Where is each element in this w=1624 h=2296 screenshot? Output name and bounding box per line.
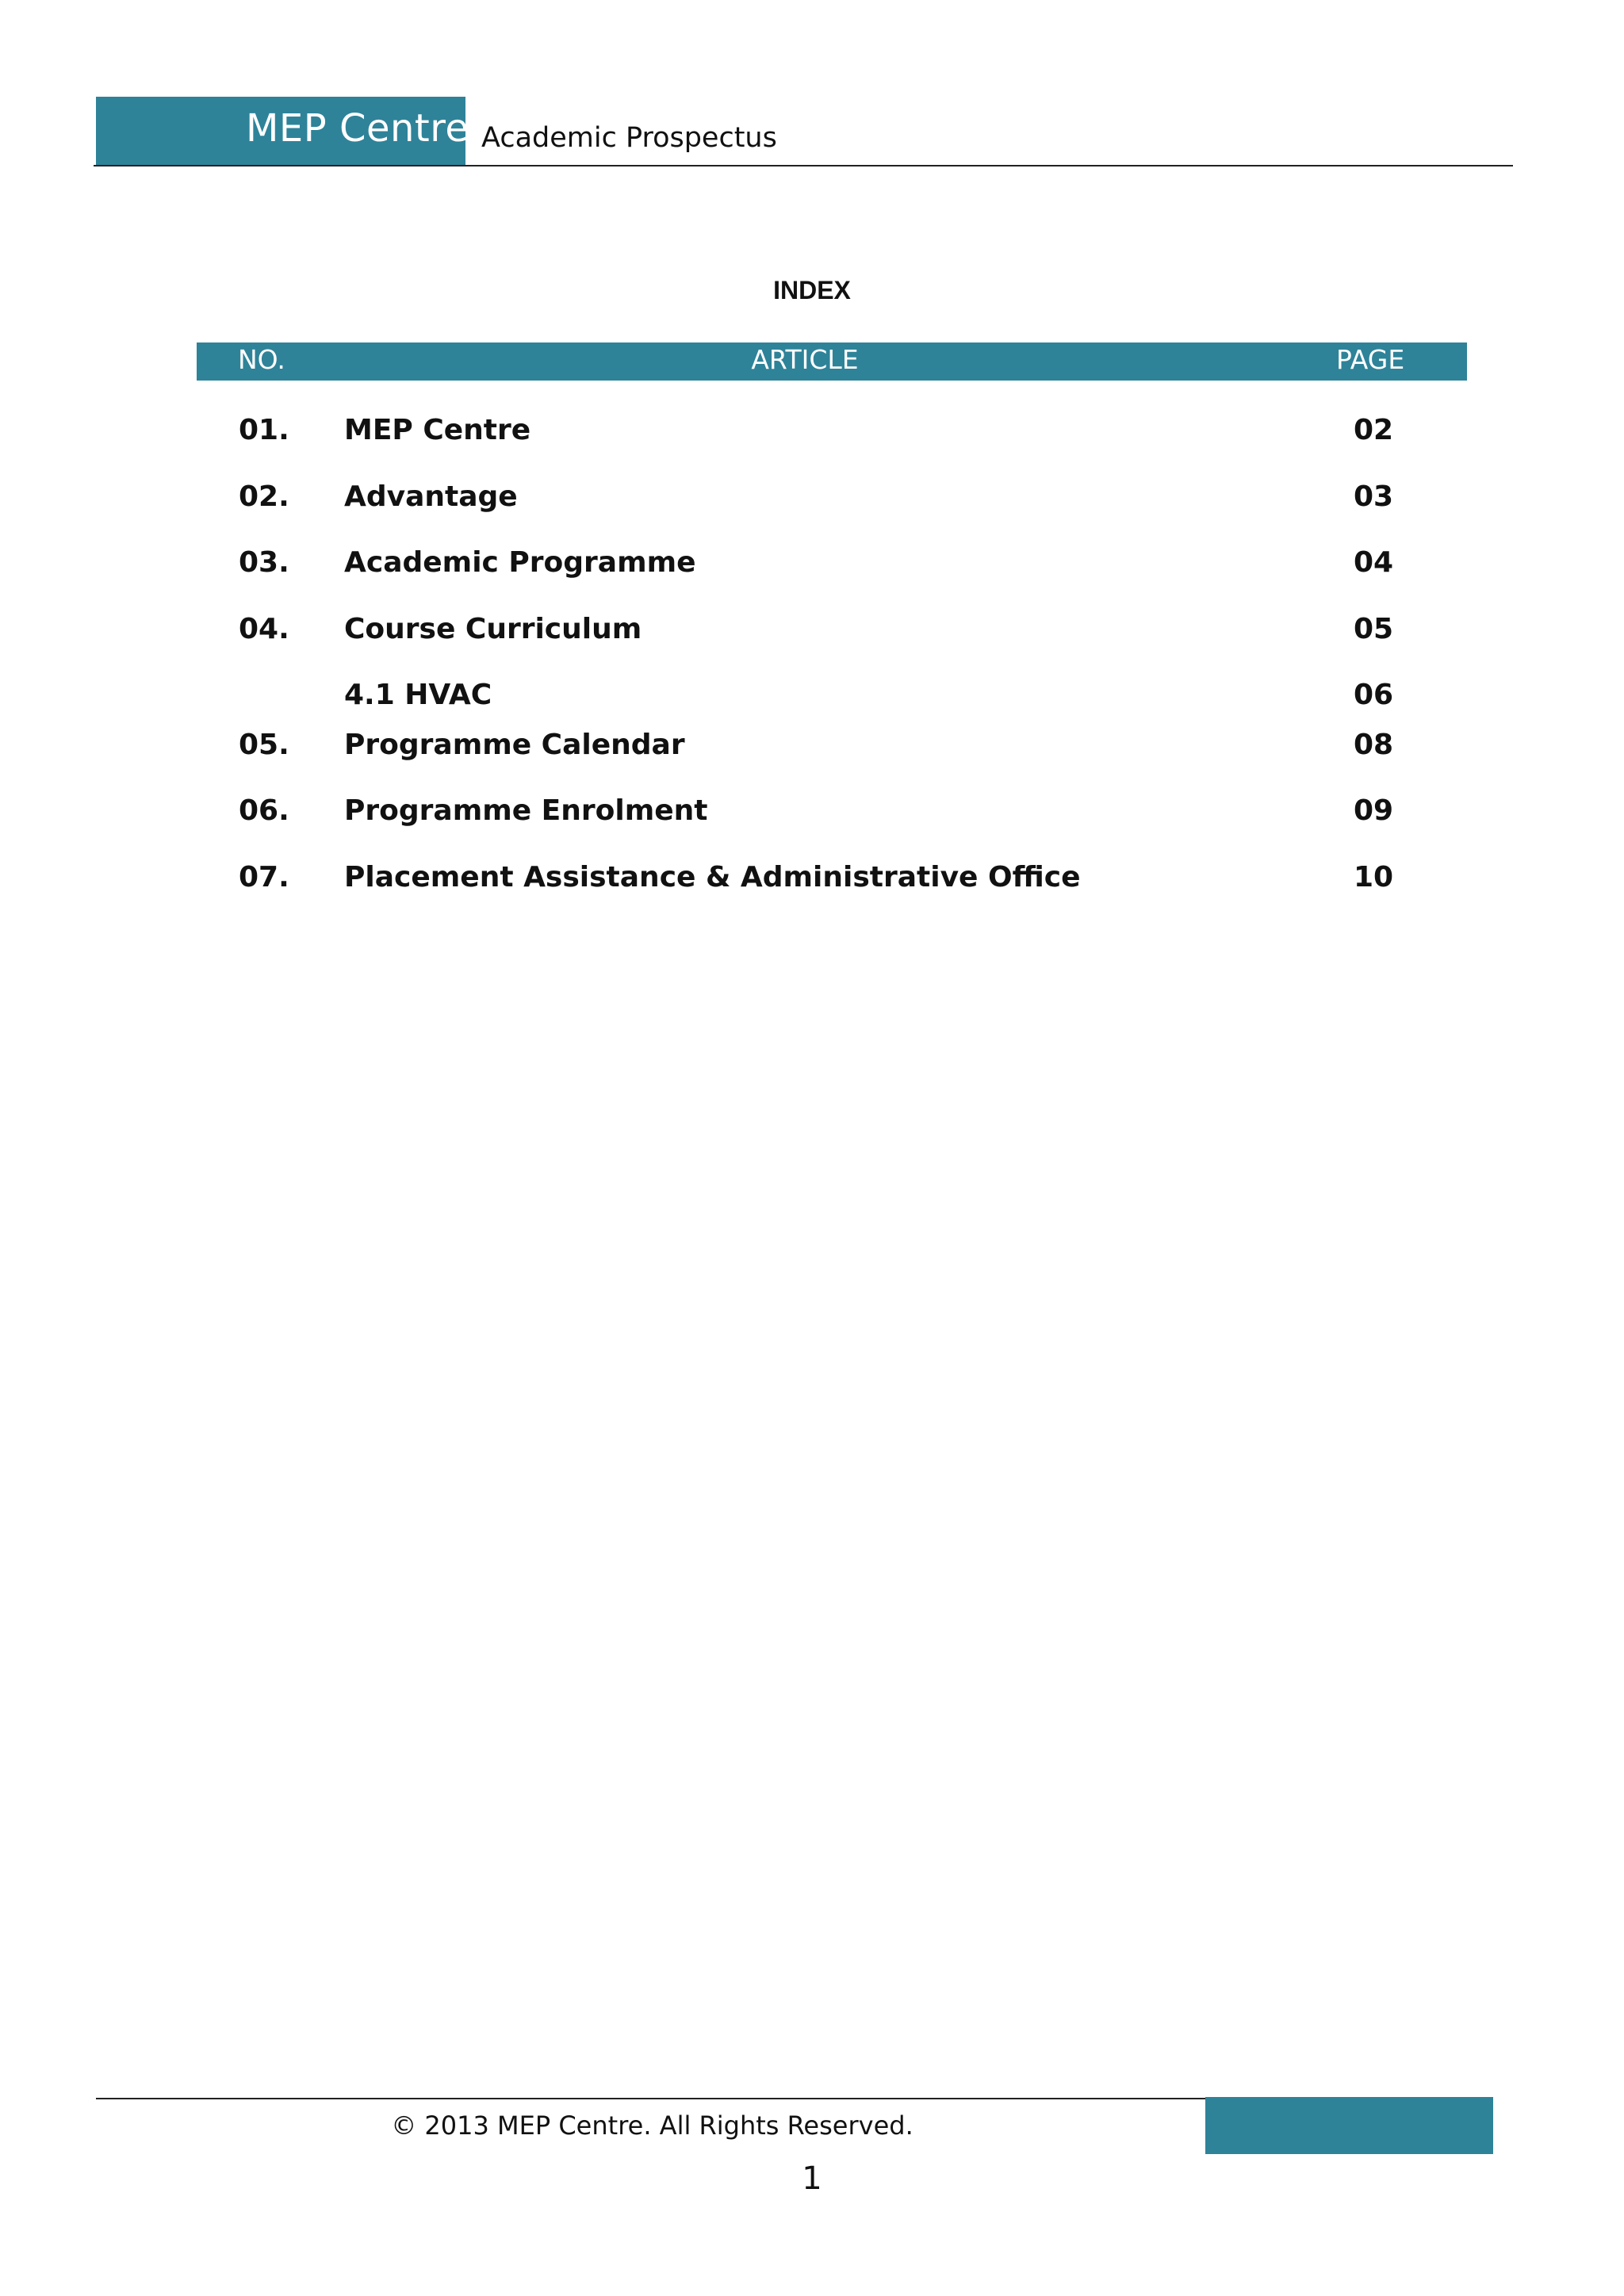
row-article: Academic Programme <box>344 546 696 579</box>
row-page: 02 <box>1354 414 1394 446</box>
row-article: 4.1 HVAC <box>344 679 492 711</box>
row-article: MEP Centre <box>344 414 531 446</box>
row-article: Placement Assistance & Administrative Office <box>344 861 1081 894</box>
footer-rule <box>96 2098 1206 2099</box>
row-number: 05. <box>239 729 289 761</box>
row-number: 03. <box>239 546 289 579</box>
row-page: 09 <box>1354 794 1394 827</box>
row-number: 02. <box>239 480 289 513</box>
header-brand: MEP Centre <box>246 106 469 151</box>
index-row[interactable] <box>0 729 1624 768</box>
row-number: 04. <box>239 613 289 645</box>
index-row[interactable] <box>0 679 1624 718</box>
column-header-article: ARTICLE <box>751 344 859 375</box>
row-page: 08 <box>1354 729 1394 761</box>
row-article: Programme Calendar <box>344 729 685 761</box>
row-page: 03 <box>1354 480 1394 513</box>
header-subtitle: Academic Prospectus <box>481 122 777 154</box>
index-row[interactable] <box>0 414 1624 453</box>
footer-copyright: © 2013 MEP Centre. All Rights Reserved. <box>391 2110 914 2141</box>
header-rule <box>94 165 1513 166</box>
index-row[interactable] <box>0 546 1624 586</box>
row-page: 04 <box>1354 546 1394 579</box>
index-row[interactable] <box>0 613 1624 652</box>
index-title: INDEX <box>773 276 851 304</box>
row-article: Course Curriculum <box>344 613 642 645</box>
index-row[interactable] <box>0 480 1624 520</box>
row-page: 05 <box>1354 613 1394 645</box>
column-header-no: NO. <box>238 344 285 375</box>
index-row[interactable] <box>0 861 1624 901</box>
row-article: Advantage <box>344 480 518 513</box>
row-page: 06 <box>1354 679 1394 711</box>
page-number: 1 <box>802 2160 822 2197</box>
row-number: 06. <box>239 794 289 827</box>
index-row[interactable] <box>0 794 1624 834</box>
row-number: 01. <box>239 414 289 446</box>
column-header-page: PAGE <box>1336 344 1405 375</box>
row-page: 10 <box>1354 861 1394 894</box>
row-article: Programme Enrolment <box>344 794 708 827</box>
row-number: 07. <box>239 861 289 894</box>
